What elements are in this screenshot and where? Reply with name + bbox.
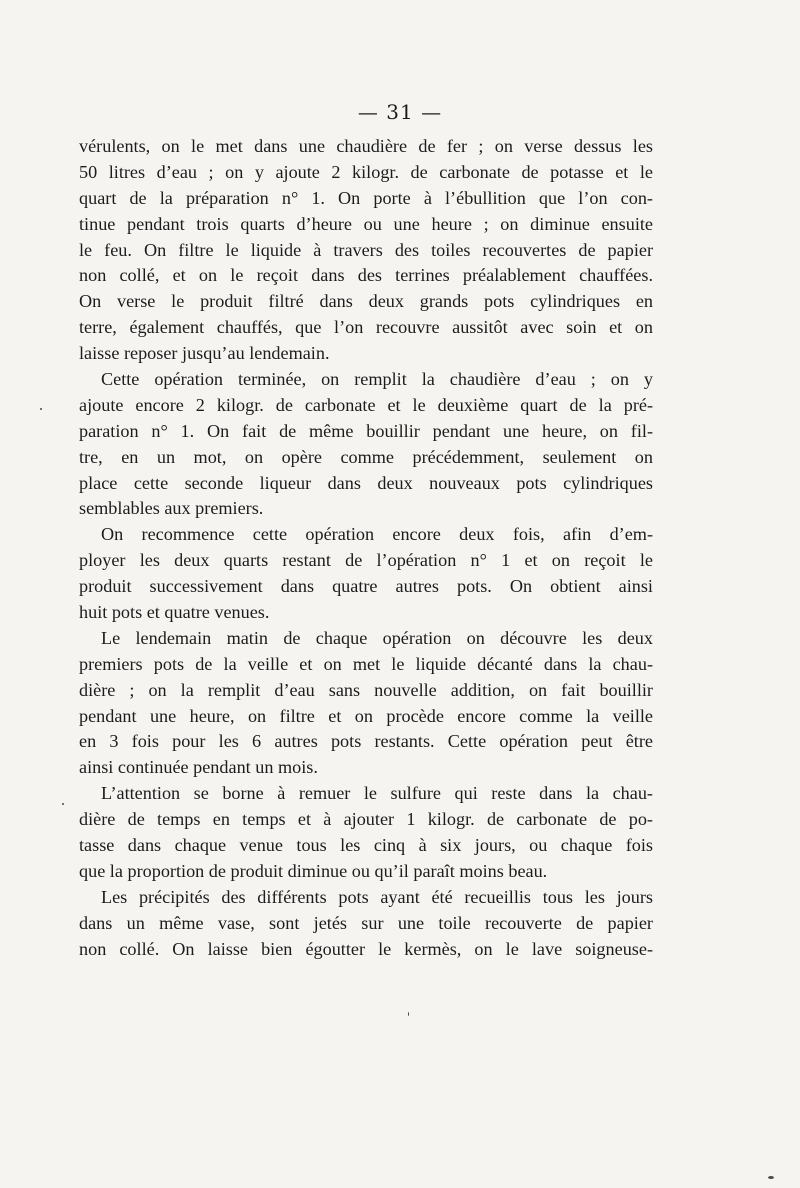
text-line: place cette seconde liqueur dans deux nouveaux pots cylindriques <box>79 472 653 493</box>
text-line: quart de la préparation n° 1. On porte à l’ébullition que l’on con- <box>79 187 653 208</box>
text-line: dière ; on la remplit d’eau sans nouvelle addition, on fait bouillir <box>79 679 653 700</box>
text-line: tinue pendant trois quarts d’heure ou une heure ; on diminue ensuite <box>79 213 653 234</box>
text-line: que la proportion de produit diminue ou qu’il paraît moins beau. <box>79 860 548 881</box>
text-line: Les précipités des différents pots ayant été recueillis tous les jours <box>101 886 653 907</box>
scan-speck <box>62 803 64 805</box>
text-line: tasse dans chaque venue tous les cinq à six jours, ou chaque fois <box>79 835 653 856</box>
text-line: laisse reposer jusqu’au lendemain. <box>79 343 330 364</box>
text-line: On recommence cette opération encore deux fois, afin d’em- <box>101 524 653 545</box>
text-line: On verse le produit filtré dans deux grands pots cylindriques en <box>79 291 653 312</box>
text-line: ajoute encore 2 kilogr. de carbonate et le deuxième quart de la pré- <box>79 394 653 415</box>
text-line: non collé, et on le reçoit dans des terrines préalablement chauffées. <box>79 265 653 286</box>
text-line: Cette opération terminée, on remplit la chaudière d’eau ; on y <box>101 369 653 390</box>
text-line: en 3 fois pour les 6 autres pots restants. Cette opération peut être <box>79 731 653 752</box>
page-number: — 31 — <box>357 100 443 124</box>
text-line: produit successivement dans quatre autres pots. On obtient ainsi <box>79 576 653 597</box>
scan-speck <box>768 1176 774 1179</box>
text-line: ainsi continuée pendant un mois. <box>79 757 318 778</box>
text-line: non collé. On laisse bien égoutter le kermès, on le lave soigneuse- <box>79 938 653 959</box>
text-line: vérulents, on le met dans une chaudière de fer ; on verse dessus les <box>79 136 653 156</box>
scan-speck <box>40 408 42 410</box>
paragraph <box>79 367 653 522</box>
text-line: le feu. On filtre le liquide à travers des toiles recouvertes de papier <box>79 239 653 260</box>
text-line: premiers pots de la veille et on met le liquide décanté dans la chau- <box>79 653 653 674</box>
paragraph <box>79 781 653 885</box>
text-line: huit pots et quatre venues. <box>79 602 270 623</box>
text-line: paration n° 1. On fait de même bouillir pendant une heure, on fil- <box>79 420 653 441</box>
scan-speck <box>408 1012 409 1016</box>
text-line: dière de temps en temps et à ajouter 1 kilogr. de carbonate de po- <box>79 809 653 830</box>
text-line: terre, également chauffés, que l’on recouvre aussitôt avec soin et on <box>79 317 653 338</box>
paragraph <box>79 885 653 963</box>
body-text <box>79 134 653 963</box>
text-line: tre, en un mot, on opère comme précédemment, seulement on <box>79 446 653 467</box>
paragraph <box>79 626 653 781</box>
paragraph <box>79 134 653 367</box>
text-line: pendant une heure, on filtre et on procède encore comme la veille <box>79 705 653 726</box>
text-line: Le lendemain matin de chaque opération on découvre les deux <box>101 627 653 648</box>
text-line: 50 litres d’eau ; on y ajoute 2 kilogr. de carbonate de potasse et le <box>79 161 653 182</box>
paragraph <box>79 522 653 626</box>
text-line: dans un même vase, sont jetés sur une toile recouverte de papier <box>79 912 653 933</box>
text-line: semblables aux premiers. <box>79 498 264 519</box>
text-line: ployer les deux quarts restant de l’opération n° 1 et on reçoit le <box>79 550 653 571</box>
text-line: L’attention se borne à remuer le sulfure qui reste dans la chau- <box>101 783 653 804</box>
